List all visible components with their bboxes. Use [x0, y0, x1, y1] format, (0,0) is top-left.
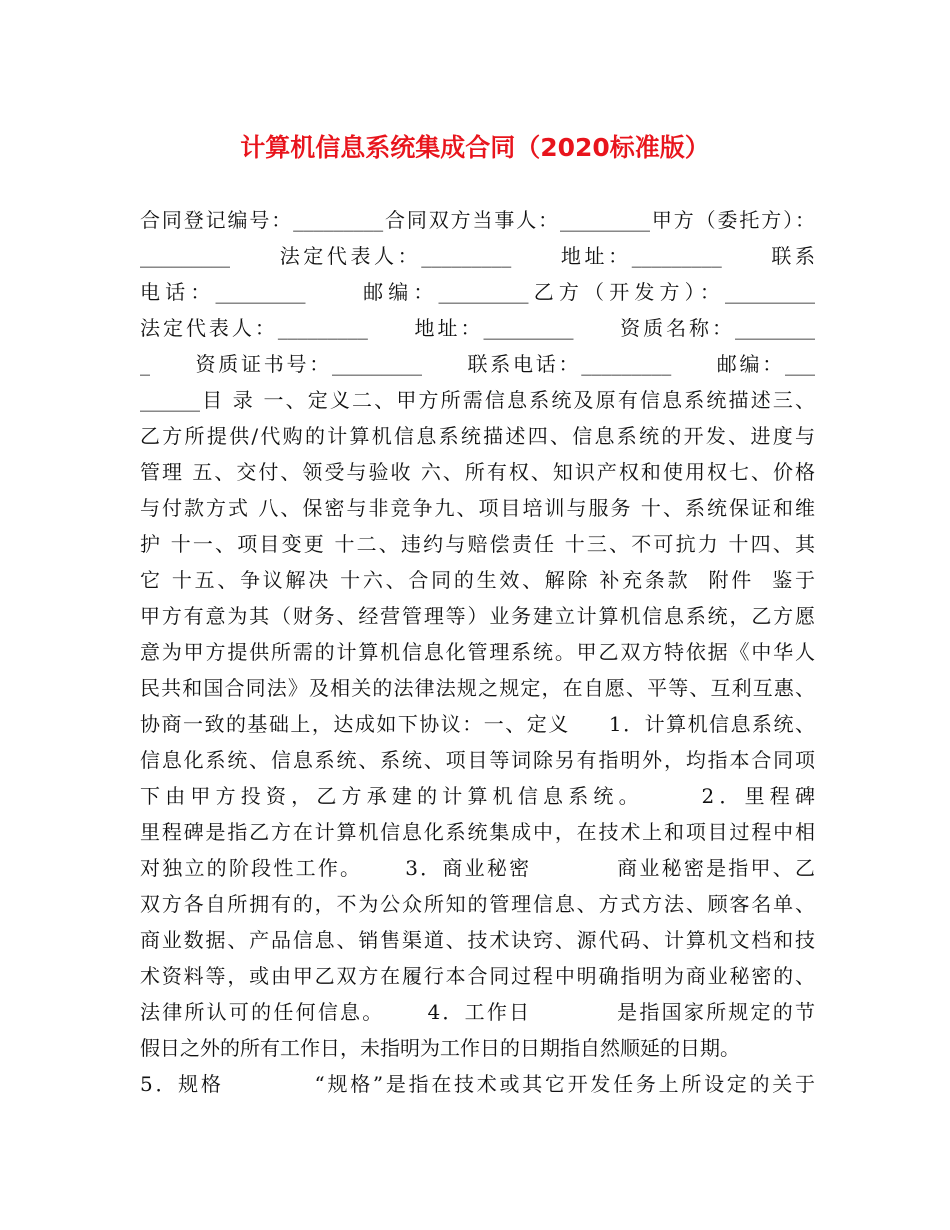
- body-line: 法定代表人：_________ 地址：_________ 资质名称：________: [140, 316, 815, 340]
- body-line: 假日之外的所有工作日，未指明为工作日的日期指自然顺延的日期。: [140, 1036, 740, 1060]
- body-line: _ 资质证书号：_________ 联系电话：_________ 邮编：___: [140, 352, 815, 376]
- body-line: 术资料等，或由甲乙双方在履行本合同过程中明确指明为商业秘密的、: [140, 964, 815, 988]
- body-line: 乙方所提供/代购的计算机信息系统描述四、信息系统的开发、进度与: [140, 424, 815, 448]
- body-line: 协商一致的基础上，达成如下协议：一、定义 1．计算机信息系统、: [140, 712, 815, 736]
- body-line: 护 十一、项目变更 十二、违约与赔偿责任 十三、不可抗力 十四、其: [140, 532, 815, 556]
- body-line: 合同登记编号：_________合同双方当事人：_________甲方（委托方）：: [140, 208, 815, 232]
- body-line: 意为甲方提供所需的计算机信息化管理系统。甲乙双方特依据《中华人: [140, 640, 815, 664]
- body-line: 甲方有意为其（财务、经营管理等）业务建立计算机信息系统，乙方愿: [140, 604, 815, 628]
- body-line: 电话：_________ 邮编：_________乙方（开发方）：_________: [140, 280, 815, 304]
- body-line: 5．规格 “规格”是指在技术或其它开发任务上所设定的关于: [140, 1072, 815, 1096]
- body-line: 下由甲方投资，乙方承建的计算机信息系统。 2．里程碑: [140, 784, 815, 808]
- body-line: 信息化系统、信息系统、系统、项目等词除另有指明外，均指本合同项: [140, 748, 815, 772]
- body-line: 商业数据、产品信息、销售渠道、技术诀窍、源代码、计算机文档和技: [140, 928, 815, 952]
- body-line: _________ 法定代表人：_________ 地址：_________ 联系: [140, 244, 815, 268]
- body-line: 管理 五、交付、领受与验收 六、所有权、知识产权和使用权七、价格: [140, 460, 815, 484]
- contract-body: [140, 202, 815, 1102]
- body-line: 与付款方式 八、保密与非竞争九、项目培训与服务 十、系统保证和维: [140, 496, 815, 520]
- body-line: 双方各自所拥有的，不为公众所知的管理信息、方式方法、顾客名单、: [140, 892, 815, 916]
- body-line: 法律所认可的任何信息。 4．工作日 是指国家所规定的节: [140, 1000, 815, 1024]
- body-line: 民共和国合同法》及相关的法律法规之规定，在自愿、平等、互利互惠、: [140, 676, 815, 700]
- body-line: 里程碑是指乙方在计算机信息化系统集成中，在技术上和项目过程中相: [140, 820, 815, 844]
- body-line: 它 十五、争议解决 十六、合同的生效、解除 补充条款 附件 鉴于: [140, 568, 815, 592]
- body-line: ______目 录 一、定义二、甲方所需信息系统及原有信息系统描述三、: [140, 388, 815, 412]
- document-title: 计算机信息系统集成合同（2020标准版）: [240, 133, 710, 162]
- body-line: 对独立的阶段性工作。 3．商业秘密 商业秘密是指甲、乙: [140, 856, 815, 880]
